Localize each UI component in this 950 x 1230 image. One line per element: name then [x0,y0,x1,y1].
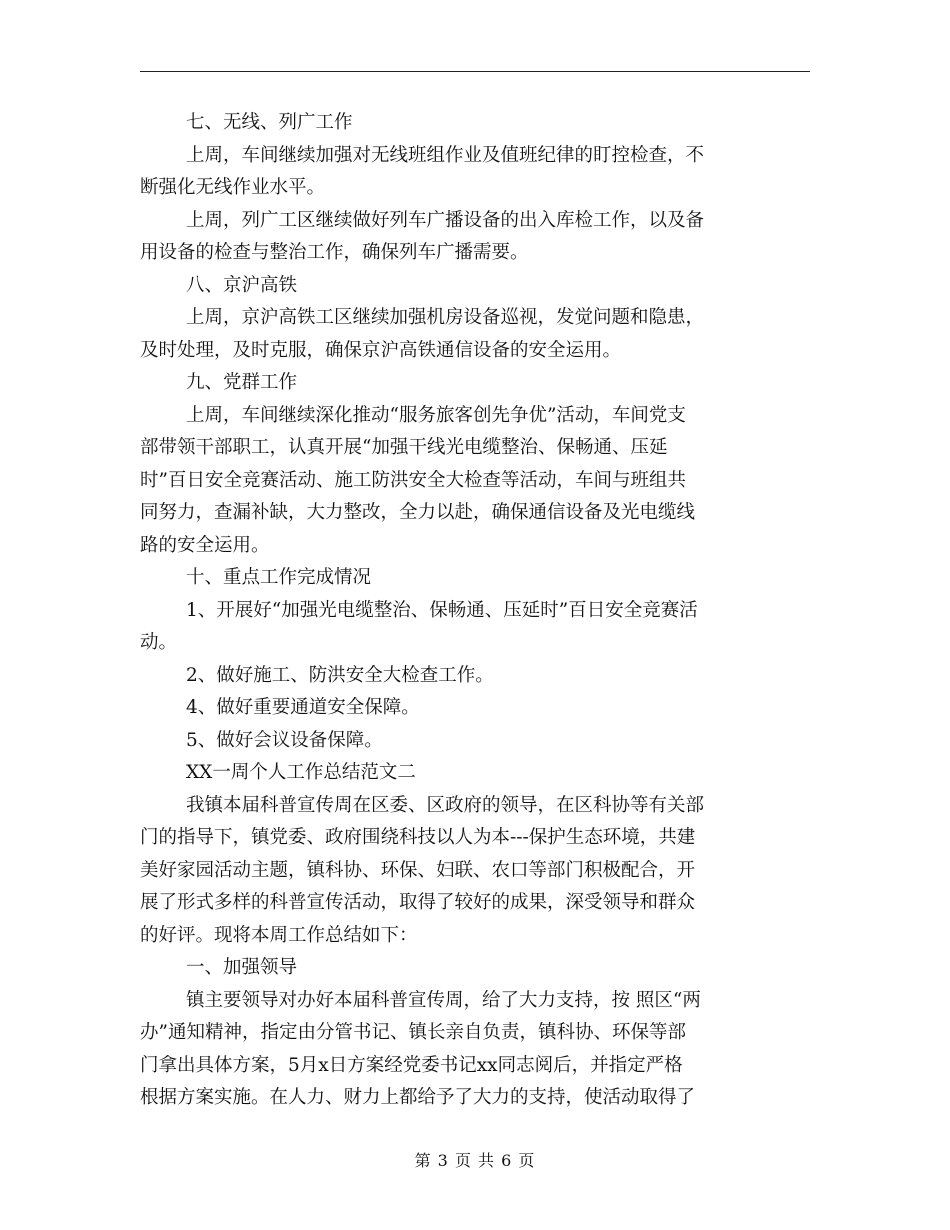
text-line: 展了形式多样的科普宣传活动，取得了较好的成果，深受领导和群众 [140,892,696,913]
text-line: 十、重点工作完成情况 [186,567,372,588]
text-line: 美好家园活动主题，镇科协、环保、妇联、农口等部门积极配合，开 [140,859,696,881]
text-line: XX一周个人工作总结范文二 [186,762,416,783]
text-line: 2、做好施工、防洪安全大检查工作。 [186,664,494,686]
text-line: 根据方案实施。在人力、财力上都给予了大力的支持，使活动取得了 [140,1087,696,1108]
text-line: 5、做好会议设备保障。 [186,729,383,751]
text-line: 及时处理，及时克服，确保京沪高铁通信设备的安全运用。 [140,339,622,361]
text-line: 上周，车间继续加强对无线班组作业及值班纪律的盯控检查，不 [186,144,705,166]
text-line: 一、加强领导 [186,957,298,978]
text-line: 动。 [140,632,178,653]
text-line: 的好评。现将本周工作总结如下： [140,924,418,946]
text-line: 同努力，查漏补缺，大力整改，全力以赴，确保通信设备及光电缆线 [140,502,696,523]
text-line: 八、京沪高铁 [186,274,298,296]
text-line: 上周，车间继续深化推动“服务旅客创先争优”活动，车间党支 [186,404,686,426]
text-line: 门拿出具体方案，5月x日方案经党委书记xx同志阅后，并指定严格 [140,1054,683,1076]
text-line: 上周，京沪高铁工区继续加强机房设备巡视，发觉问题和隐患， [186,307,705,328]
text-line: 1、开展好“加强光电缆整治、保畅通、压延时”百日安全竞赛活 [186,599,698,621]
page-footer: 第 3 页 共 6 页 [414,1151,536,1170]
header-rule [140,71,810,72]
text-line: 4、做好重要通道安全保障。 [186,697,420,718]
text-line: 断强化无线作业水平。 [140,177,326,198]
text-line: 我镇本届科普宣传周在区委、区政府的领导，在区科协等有关部 [186,794,705,816]
text-line: 九、党群工作 [186,372,298,393]
text-line: 镇主要领导对办好本届科普宣传周，给了大力支持，按 照区“两 [186,989,701,1011]
text-line: 办”通知精神，指定由分管书记、镇长亲自负责，镇科协、环保等部 [140,1022,686,1043]
text-line: 时”百日安全竞赛活动、施工防洪安全大检查等活动，车间与班组共 [140,469,686,491]
text-line: 用设备的检查与整治工作，确保列车广播需要。 [140,242,529,263]
text-line: 路的安全运用。 [140,534,270,556]
text-line: 上周，列广工区继续做好列车广播设备的出入库检工作，以及备 [186,209,705,231]
document-body [140,107,820,1115]
text-line: 门的指导下，镇党委、政府围绕科技以人为本---保护生态环境，共建 [140,827,696,848]
text-line: 七、无线、列广工作 [186,112,353,133]
text-line: 部带领干部职工，认真开展“加强干线光电缆整治、保畅通、压延 [140,437,668,458]
